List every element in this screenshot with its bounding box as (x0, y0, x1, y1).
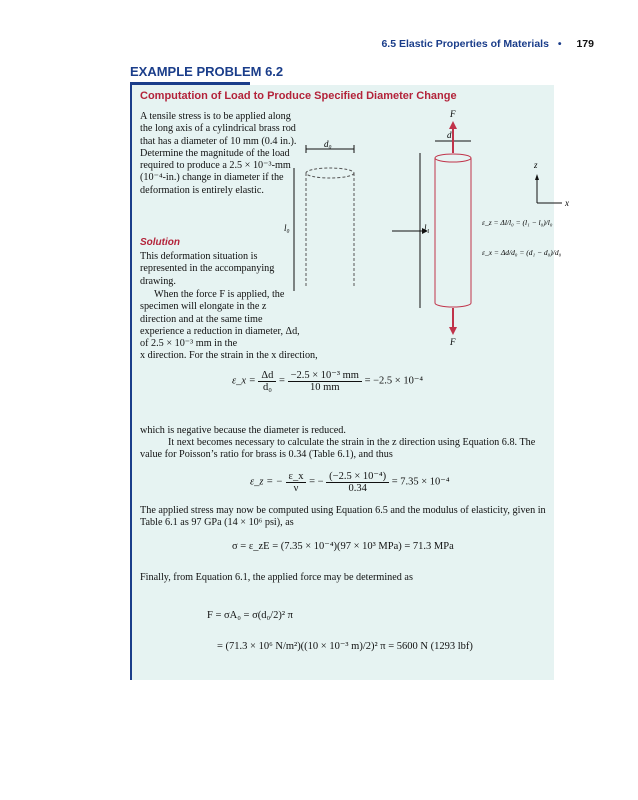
example-box (130, 85, 569, 680)
example-title: EXAMPLE PROBLEM 6.2 (130, 64, 284, 79)
solution-paragraph-1: This deformation situation is represented in the accompanying drawing. (140, 251, 275, 287)
solution-label: Solution (140, 237, 180, 248)
equation-2: ε_z = − $\frac{\varepsilon\_x}{\nu}$ = − $\frac{\text{(−2.5 × 10⁻⁴)}}{0.34}$ = 7.35 × 10⁻⁴ (250, 470, 450, 494)
equation-3: σ = ε_zE = (7.35 × 10⁻⁴)(97 × 10³ MPa) = 71.3 MPa (232, 541, 454, 552)
equation-4b: = (71.3 × 10⁶ N/m²)((10 × 10⁻³ m)/2)² π = 5600 N (1293 lbf) (217, 641, 473, 652)
running-header (381, 38, 594, 50)
text-force: Finally, from Equation 6.1, the applied force may be determined as (140, 572, 413, 583)
eps-z-relation: ε_z = Δl/l₀ = (l₁ − l₀)/l₀ (482, 218, 553, 227)
d1-label: d₁ (447, 130, 455, 140)
section-title: 6.5 Elastic Properties of Materials (381, 38, 549, 50)
force-label-top: F (450, 109, 456, 119)
equation-1: ε_x = $\frac{\Delta d}{\text{d₀}}$ = $\frac{\text{−2.5 × 10⁻³ mm}}{10 mm}$ = −2.5 × 10⁻⁴ (232, 369, 424, 393)
equation-4a: F = σA₀ = σ(d₀/2)² π (207, 610, 293, 621)
text-after-eq1: which is negative because the diameter is reduced. (140, 425, 346, 436)
solution-paragraph-2b: x direction. For the strain in the x direction, (140, 350, 318, 361)
problem-statement: A tensile stress is to be applied along the long axis of a cylindrical brass rod that has a diameter of 10 mm (0.4 in.). Determine the magnitude of the load required to produce a 2.5 × 10⁻³-mm (10⁻⁴-in.) change in diameter if the deformation is entirely elastic. (140, 111, 297, 196)
l0-label: l₀ (284, 223, 290, 233)
text-poisson: It next becomes necessary to calculate the strain in the z direction using Equation 6.8. The value for Poisson’s ratio for brass is 0.34 (Table 6.1), and thus (140, 437, 536, 461)
d0-label: d₀ (324, 139, 332, 149)
rod-diagram (284, 109, 569, 347)
z-axis-label: z (534, 160, 538, 170)
x-axis-label: x (565, 198, 569, 208)
solution-paragraph-2: When the force F is applied, the specimen will elongate in the z direction and at the same time experience a reduction in diameter, Δd, of 2.5 × 10⁻³ mm in the (140, 289, 300, 350)
original-rod (306, 168, 354, 288)
page-number: 179 (576, 38, 594, 50)
force-label-bottom: F (450, 337, 456, 347)
bullet: • (557, 38, 562, 50)
box-title: Computation of Load to Produce Specified Diameter Change (140, 90, 457, 102)
eps-x-relation: ε_x = Δd/d₀ = (d₁ − d₀)/d₀ (482, 248, 562, 257)
deformed-rod (435, 154, 471, 307)
text-stress: The applied stress may now be computed using Equation 6.5 and the modulus of elasticity, given in Table 6.1 as 97 GPa (14 × 10⁶ psi), as (140, 505, 546, 529)
l1-label: l₁ (424, 223, 430, 233)
